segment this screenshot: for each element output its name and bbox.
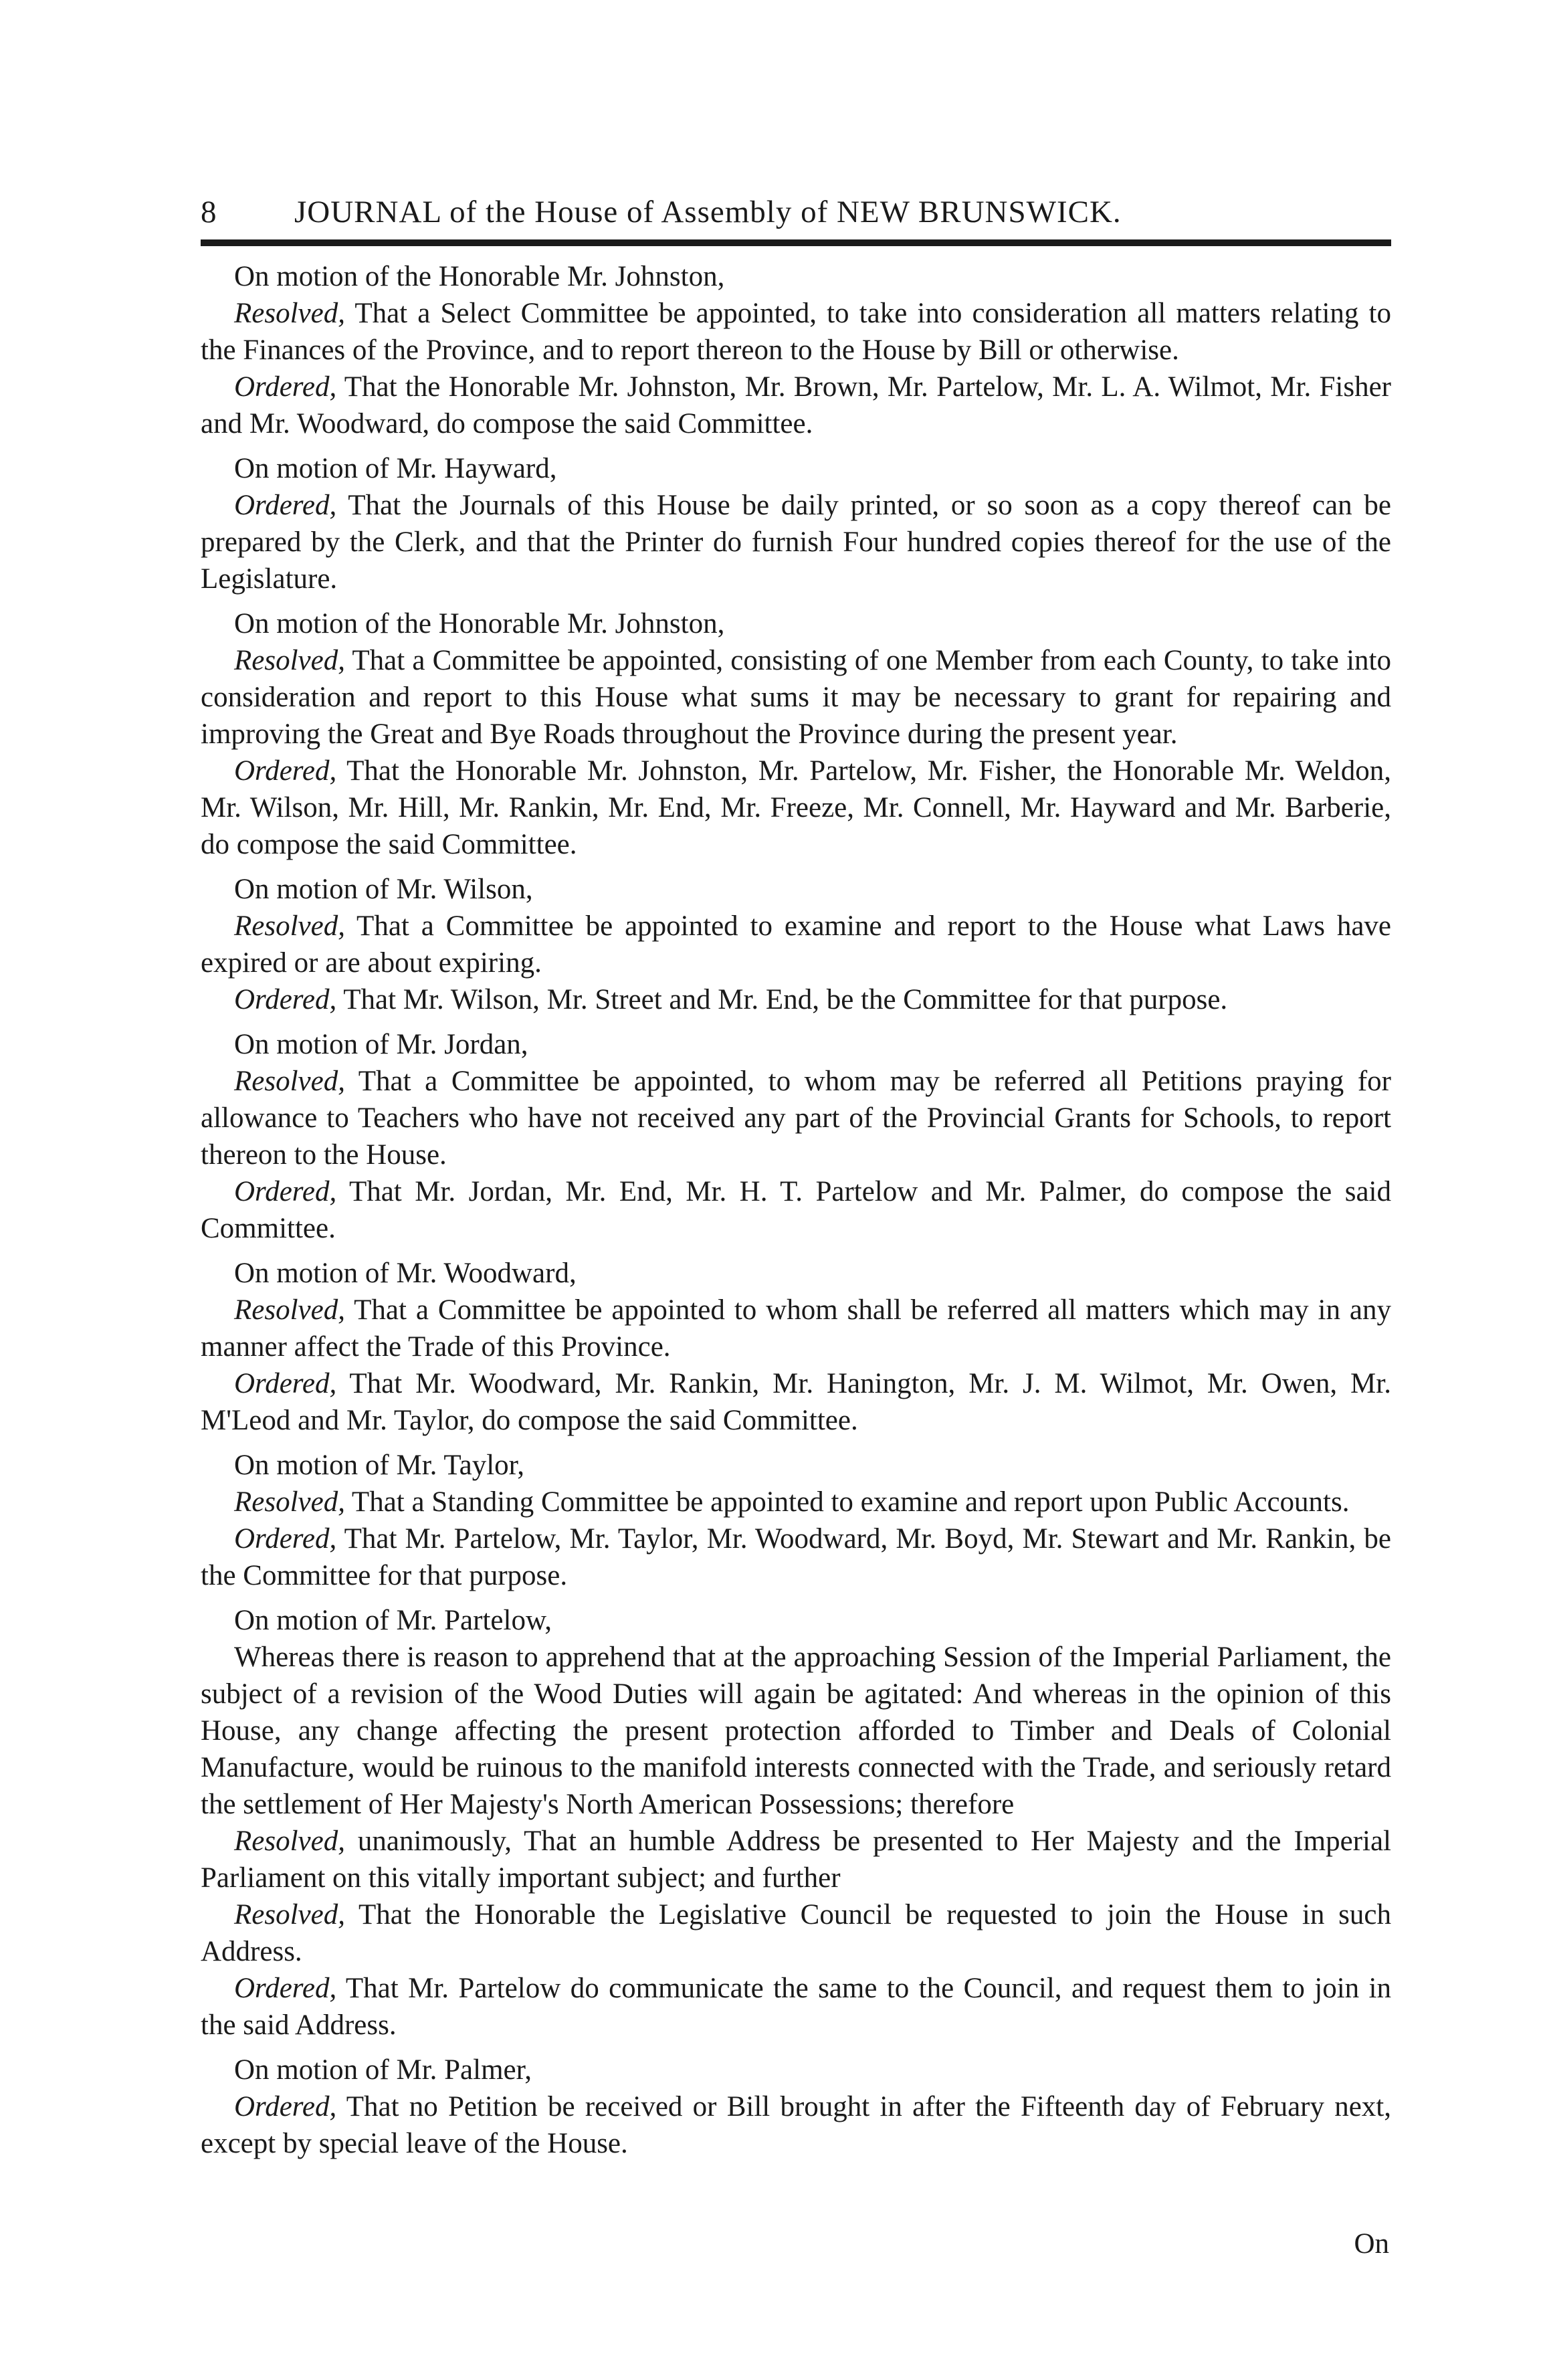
paragraph-text: Whereas there is reason to apprehend that at the approaching Session of the Imperial Parliament, the subject of a revision of the Wood Duties will again be agitated: And whereas in the opinion of this House, any change affecting the present protection afforded to Timber and Deals of Colonial Manufacture, would be ruinous to the manifold interests connected with the Trade, and seriously retard the settlement of Her Majesty's North American Possessions; therefore [201,1642,1391,1820]
journal-entry [201,1255,1391,1439]
journal-page [201,194,1391,2170]
paragraph-label: Ordered, [234,1523,337,1555]
resolution-paragraph [201,1896,1391,1970]
paragraph-text: That the Honorable the Legislative Council be requested to join the House in such Address. [201,1899,1391,1967]
paragraph-text: That a Committee be appointed, to whom may be referred all Petitions praying for allowance to Teachers who have not received any part of the Provincial Grants for Schools, to report thereon to the House. [201,1066,1391,1171]
paragraph-label: Ordered, [234,2091,337,2122]
journal-entry [201,450,1391,597]
paragraph-text: That Mr. Wilson, Mr. Street and Mr. End, be the Committee for that purpose. [336,984,1228,1015]
paragraph-text: That no Petition be received or Bill brought in after the Fifteenth day of February next, except by special leave of the House. [201,2091,1391,2159]
journal-entry [201,258,1391,442]
journal-entry [201,605,1391,863]
paragraph-label: Ordered, [234,1973,337,2004]
paragraph-label: Resolved, [234,1899,345,1930]
resolution-paragraph [201,487,1391,597]
paragraph-text: That a Committee be appointed to examine and report to the House what Laws have expired or are about expiring. [201,910,1391,979]
paragraph-label: Resolved, [234,298,345,329]
motion-line: On motion of Mr. Partelow, [234,1605,552,1636]
paragraph-label: Ordered, [234,755,337,787]
paragraph-label: Resolved, [234,1066,345,1097]
paragraph-text: That the Honorable Mr. Johnston, Mr. Brown, Mr. Partelow, Mr. L. A. Wilmot, Mr. Fisher and Mr. Woodward, do compose the said Committee. [201,371,1391,439]
resolution-paragraph [201,908,1391,981]
paragraph-label: Ordered, [234,1176,337,1207]
paragraph-text: That Mr. Jordan, Mr. End, Mr. H. T. Partelow and Mr. Palmer, do compose the said Committee. [201,1176,1391,1244]
page-header [201,194,1391,230]
catchword: On [1354,2228,1389,2260]
motion-line: On motion of Mr. Wilson, [234,874,533,905]
resolution-paragraph [201,1063,1391,1173]
journal-entry [201,1026,1391,1247]
resolution-paragraph [201,1520,1391,1594]
paragraph-label: Ordered, [234,490,337,521]
paragraph-label: Ordered, [234,1368,337,1399]
motion-line: On motion of Mr. Woodward, [234,1258,577,1289]
motion-line: On motion of Mr. Palmer, [234,2054,532,2086]
journal-entry [201,1447,1391,1594]
resolution-paragraph [201,1173,1391,1247]
motion-line: On motion of Mr. Jordan, [234,1029,528,1060]
paragraph-text: That Mr. Partelow do communicate the same to the Council, and request them to join in the said Address. [201,1973,1391,2041]
motion-line: On motion of the Honorable Mr. Johnston, [234,261,725,292]
paragraph-text: That Mr. Partelow, Mr. Taylor, Mr. Woodward, Mr. Boyd, Mr. Stewart and Mr. Rankin, be the Committee for that purpose. [201,1523,1391,1591]
page-number: 8 [201,195,217,229]
resolution-paragraph [201,981,1391,1018]
resolution-paragraph [201,1639,1391,1823]
paragraph-text: That Mr. Woodward, Mr. Rankin, Mr. Hanington, Mr. J. M. Wilmot, Mr. Owen, Mr. M'Leod and Mr. Taylor, do compose the said Committee. [201,1368,1391,1436]
paragraph-text: That a Standing Committee be appointed to examine and report upon Public Accounts. [344,1486,1350,1518]
paragraph-text: That a Select Committee be appointed, to take into consideration all matters relating to the Finances of the Province, and to report thereon to the House by Bill or otherwise. [201,298,1391,366]
paragraph-label: Ordered, [234,371,337,403]
resolution-paragraph [201,369,1391,442]
resolution-paragraph [201,2088,1391,2162]
resolution-paragraph [201,295,1391,369]
resolution-paragraph [201,1365,1391,1439]
resolution-paragraph [201,1484,1391,1520]
paragraph-text: That a Committee be appointed to whom shall be referred all matters which may in any manner affect the Trade of this Province. [201,1294,1391,1363]
paragraph-label: Resolved, [234,645,345,676]
motion-line: On motion of the Honorable Mr. Johnston, [234,608,725,639]
paragraph-text: That the Journals of this House be daily printed, or so soon as a copy thereof can be prepared by the Clerk, and that the Printer do furnish Four hundred copies thereof for the use of the Legislature. [201,490,1391,595]
running-title: JOURNAL of the House of Assembly of NEW BRUNSWICK. [294,195,1122,229]
paragraph-label: Resolved, [234,910,345,942]
resolution-paragraph [201,753,1391,863]
paragraph-text: That the Honorable Mr. Johnston, Mr. Partelow, Mr. Fisher, the Honorable Mr. Weldon, Mr. Wilson, Mr. Hill, Mr. Rankin, Mr. End, Mr. Freeze, Mr. Connell, Mr. Hayward and Mr. Barberie, do compose the said Committee. [201,755,1391,860]
motion-line: On motion of Mr. Hayward, [234,453,557,484]
paragraph-label: Resolved, [234,1825,345,1857]
journal-entry [201,1602,1391,2044]
paragraph-text: That a Committee be appointed, consisting of one Member from each County, to take into consideration and report to this House what sums it may be necessary to grant for repairing and improving the Great and Bye Roads throughout the Province during the present year. [201,645,1391,750]
resolution-paragraph [201,1823,1391,1896]
paragraph-label: Resolved, [234,1486,345,1518]
journal-body [201,258,1391,2162]
motion-line: On motion of Mr. Taylor, [234,1450,525,1481]
paragraph-text: unanimously, That an humble Address be presented to Her Majesty and the Imperial Parliament on this vitally important subject; and further [201,1825,1391,1894]
header-rule [201,239,1391,246]
journal-entry [201,871,1391,1018]
paragraph-label: Resolved, [234,1294,345,1326]
journal-entry [201,2052,1391,2162]
paragraph-label: Ordered, [234,984,337,1015]
resolution-paragraph [201,1292,1391,1365]
resolution-paragraph [201,1970,1391,2044]
resolution-paragraph [201,642,1391,753]
